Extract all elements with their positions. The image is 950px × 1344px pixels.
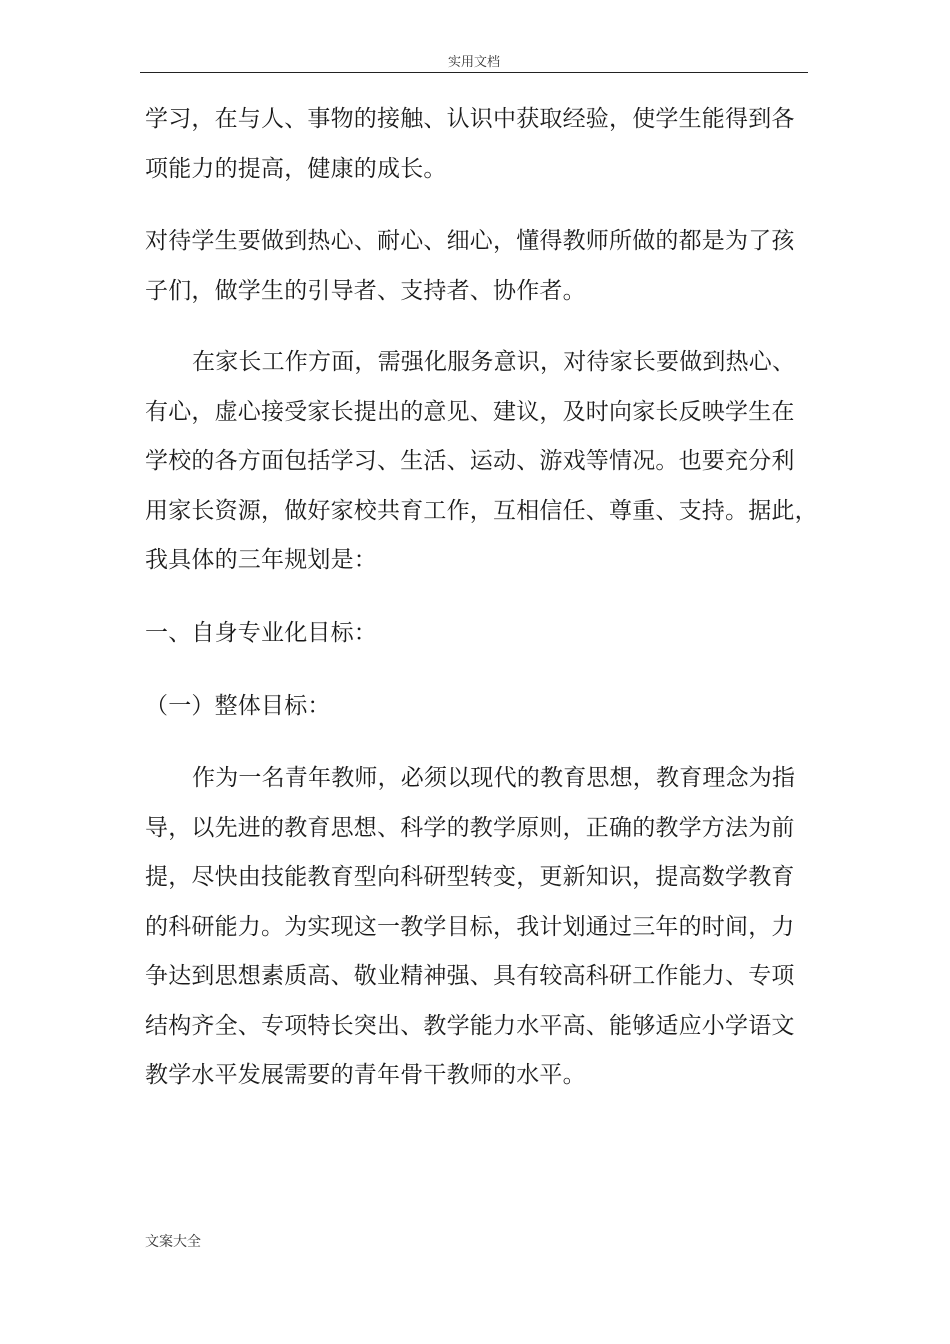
heading-line: 一、自身专业化目标： [145, 620, 377, 646]
text-line: 项能力的提高，健康的成长。 [145, 155, 447, 182]
text-line: 用家长资源，做好家校共育工作，互相信任、尊重、支持。据此， [145, 497, 818, 524]
text-line: 学习，在与人、事物的接触、认识中获取经验，使学生能得到各 [145, 106, 795, 132]
text-line: 学校的各方面包括学习、生活、运动、游戏等情况。也要充分利 [145, 448, 795, 474]
header-rule [140, 72, 808, 73]
text-line: 在家长工作方面，需强化服务意识，对待家长要做到热心、 [192, 349, 796, 375]
text-line: 教学水平发展需要的青年骨干教师的水平。 [145, 1062, 586, 1088]
text-line: 子们，做学生的引导者、支持者、协作者。 [145, 277, 586, 304]
text-line: 的科研能力。为实现这一教学目标，我计划通过三年的时间，力 [145, 913, 795, 940]
paragraph-goals [145, 754, 813, 1101]
text-line: 争达到思想素质高、敬业精神强、具有较高科研工作能力、专项 [145, 963, 795, 989]
text-line: 我具体的三年规划是： [145, 547, 377, 573]
paragraph-parents [145, 338, 818, 586]
paragraph-learning [145, 95, 813, 194]
text-line: 提，尽快由技能教育型向科研型转变，更新知识，提高数学教育 [145, 864, 795, 890]
page-header: 实用文档 [447, 55, 500, 70]
subsection-heading [145, 682, 813, 732]
text-line: 有心，虚心接受家长提出的意见、建议，及时向家长反映学生在 [145, 398, 795, 425]
text-line: 作为一名青年教师，必须以现代的教育思想，教育理念为指 [192, 765, 796, 791]
paragraph-attitude [145, 217, 813, 316]
text-line: 导，以先进的教育思想、科学的教学原则，正确的教学方法为前 [145, 814, 795, 841]
heading-line: （一）整体目标： [145, 693, 331, 719]
page-footer: 文案大全 [145, 1234, 201, 1250]
text-line: 结构齐全、专项特长突出、教学能力水平高、能够适应小学语文 [145, 1012, 795, 1039]
text-line: 对待学生要做到热心、耐心、细心，懂得教师所做的都是为了孩 [145, 228, 795, 254]
section-heading [145, 609, 813, 659]
